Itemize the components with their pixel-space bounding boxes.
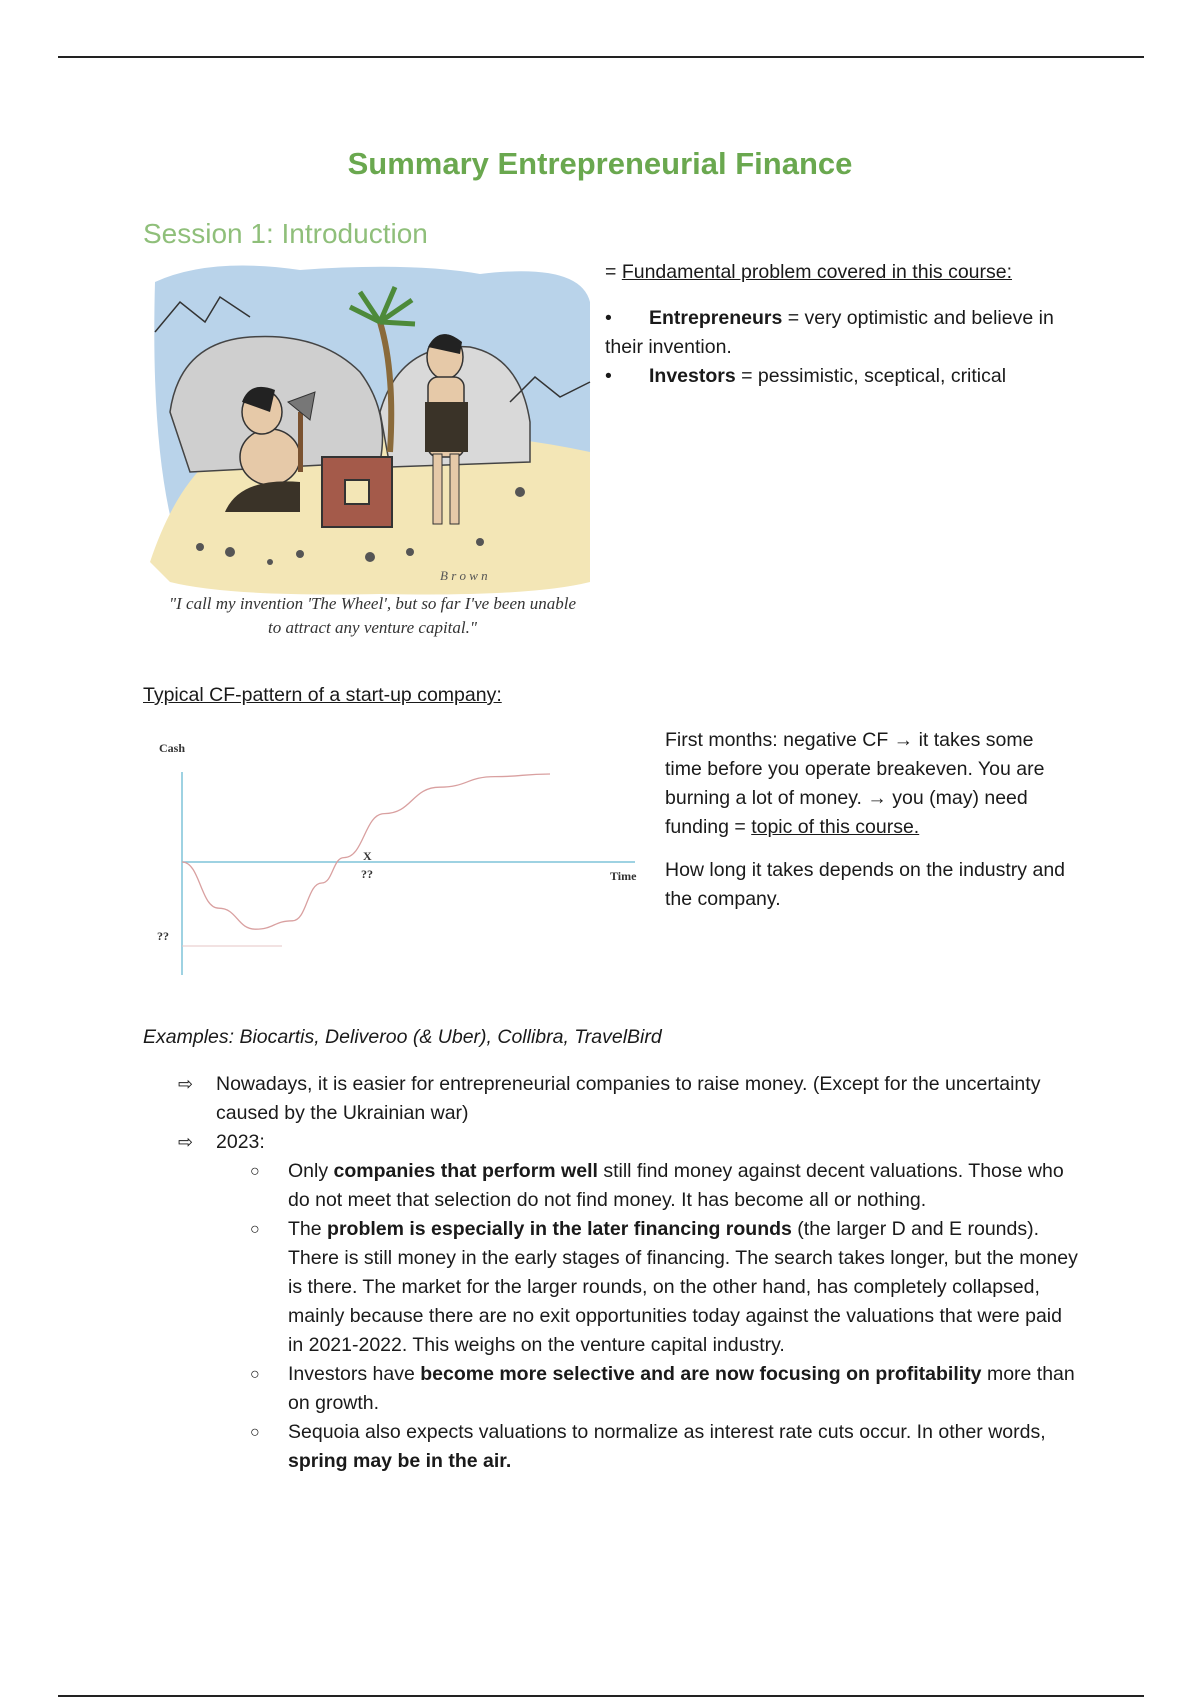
sub-item: ○ Investors have become more selective and are now focusing on profitability more than on growth. <box>250 1360 1078 1418</box>
list-item-2023: ⇨ 2023: <box>178 1128 1078 1157</box>
cash-flow-chart <box>150 730 650 980</box>
arrow-icon: ⇨ <box>178 1074 194 1094</box>
breakeven-marker: X <box>363 849 372 863</box>
cartoon-caption <box>150 592 595 640</box>
topic-link-text: topic of this course. <box>751 816 920 838</box>
sub-item: ○ Only companies that perform well still find money against decent valuations. Those who do not meet that selection do not find money. It has become all or nothing. <box>250 1157 1078 1215</box>
bullet-investors: • Investors = pessimistic, sceptical, critical <box>605 365 1007 387</box>
caption-line-1: "I call my invention 'The Wheel', but so far I've been unable <box>168 594 577 613</box>
session-heading: Session 1: Introduction <box>143 218 428 249</box>
circle-bullet-icon: ○ <box>250 1163 260 1180</box>
fundamental-problem-heading: Fundamental problem covered in this course: <box>621 261 1013 283</box>
y-marker-label: ?? <box>157 929 169 943</box>
sub-item: ○ Sequoia also expects valuations to normalize as interest rate cuts occur. In other words, spring may be in the air. <box>250 1418 1078 1476</box>
breakeven-marker-label: ?? <box>361 867 373 881</box>
sub-list-2023 <box>250 1157 1078 1476</box>
cf-pattern-heading: Typical CF-pattern of a start-up company: <box>143 684 502 706</box>
examples-line: Examples: Biocartis, Deliveroo (& Uber), Collibra, TravelBird <box>143 1026 662 1048</box>
observations-list <box>178 1070 1078 1476</box>
top-rule <box>58 56 1144 58</box>
fundamental-problem-block <box>605 258 1075 391</box>
eq-sign: = <box>605 261 622 283</box>
cf-paragraph-1: First months: negative CF → it takes some time before you operate breakeven. You are burning a lot of money. → you (may) need funding = topic of this course. <box>665 729 1045 838</box>
list-item-nowadays: ⇨ Nowadays, it is easier for entrepreneurial companies to raise money. (Except for the uncertainty caused by the Ukrainian war) <box>178 1070 1078 1128</box>
cf-paragraph-2: How long it takes depends on the industry and the company. <box>665 859 1066 910</box>
cf-explanation <box>665 726 1065 928</box>
x-axis-label: Time <box>610 869 637 883</box>
circle-bullet-icon: ○ <box>250 1221 260 1238</box>
bullet-entrepreneurs: • Entrepreneurs = very optimistic and believe in their invention. <box>605 307 1054 358</box>
document-title: Summary Entrepreneurial Finance <box>347 146 853 181</box>
bottom-rule <box>58 1695 1144 1697</box>
caption-line-2: to attract any venture capital." <box>267 618 478 637</box>
cartoon-signature: B r o w n <box>440 568 488 583</box>
arrow-icon: ⇨ <box>178 1132 194 1152</box>
caveman-cartoon-illustration <box>150 262 595 642</box>
y-axis-label: Cash <box>159 741 186 755</box>
circle-bullet-icon: ○ <box>250 1366 260 1383</box>
circle-bullet-icon: ○ <box>250 1424 260 1441</box>
sub-item: ○ The problem is especially in the later financing rounds (the larger D and E rounds). There is still money in the early stages of financing. The search takes longer, but the money is there. The market for the larger rounds, on the other hand, has completely collapsed, mainly because there are no exit opportunities today against the valuations that were paid in 2021-2022. This weighs on the venture capital industry. <box>250 1215 1078 1360</box>
